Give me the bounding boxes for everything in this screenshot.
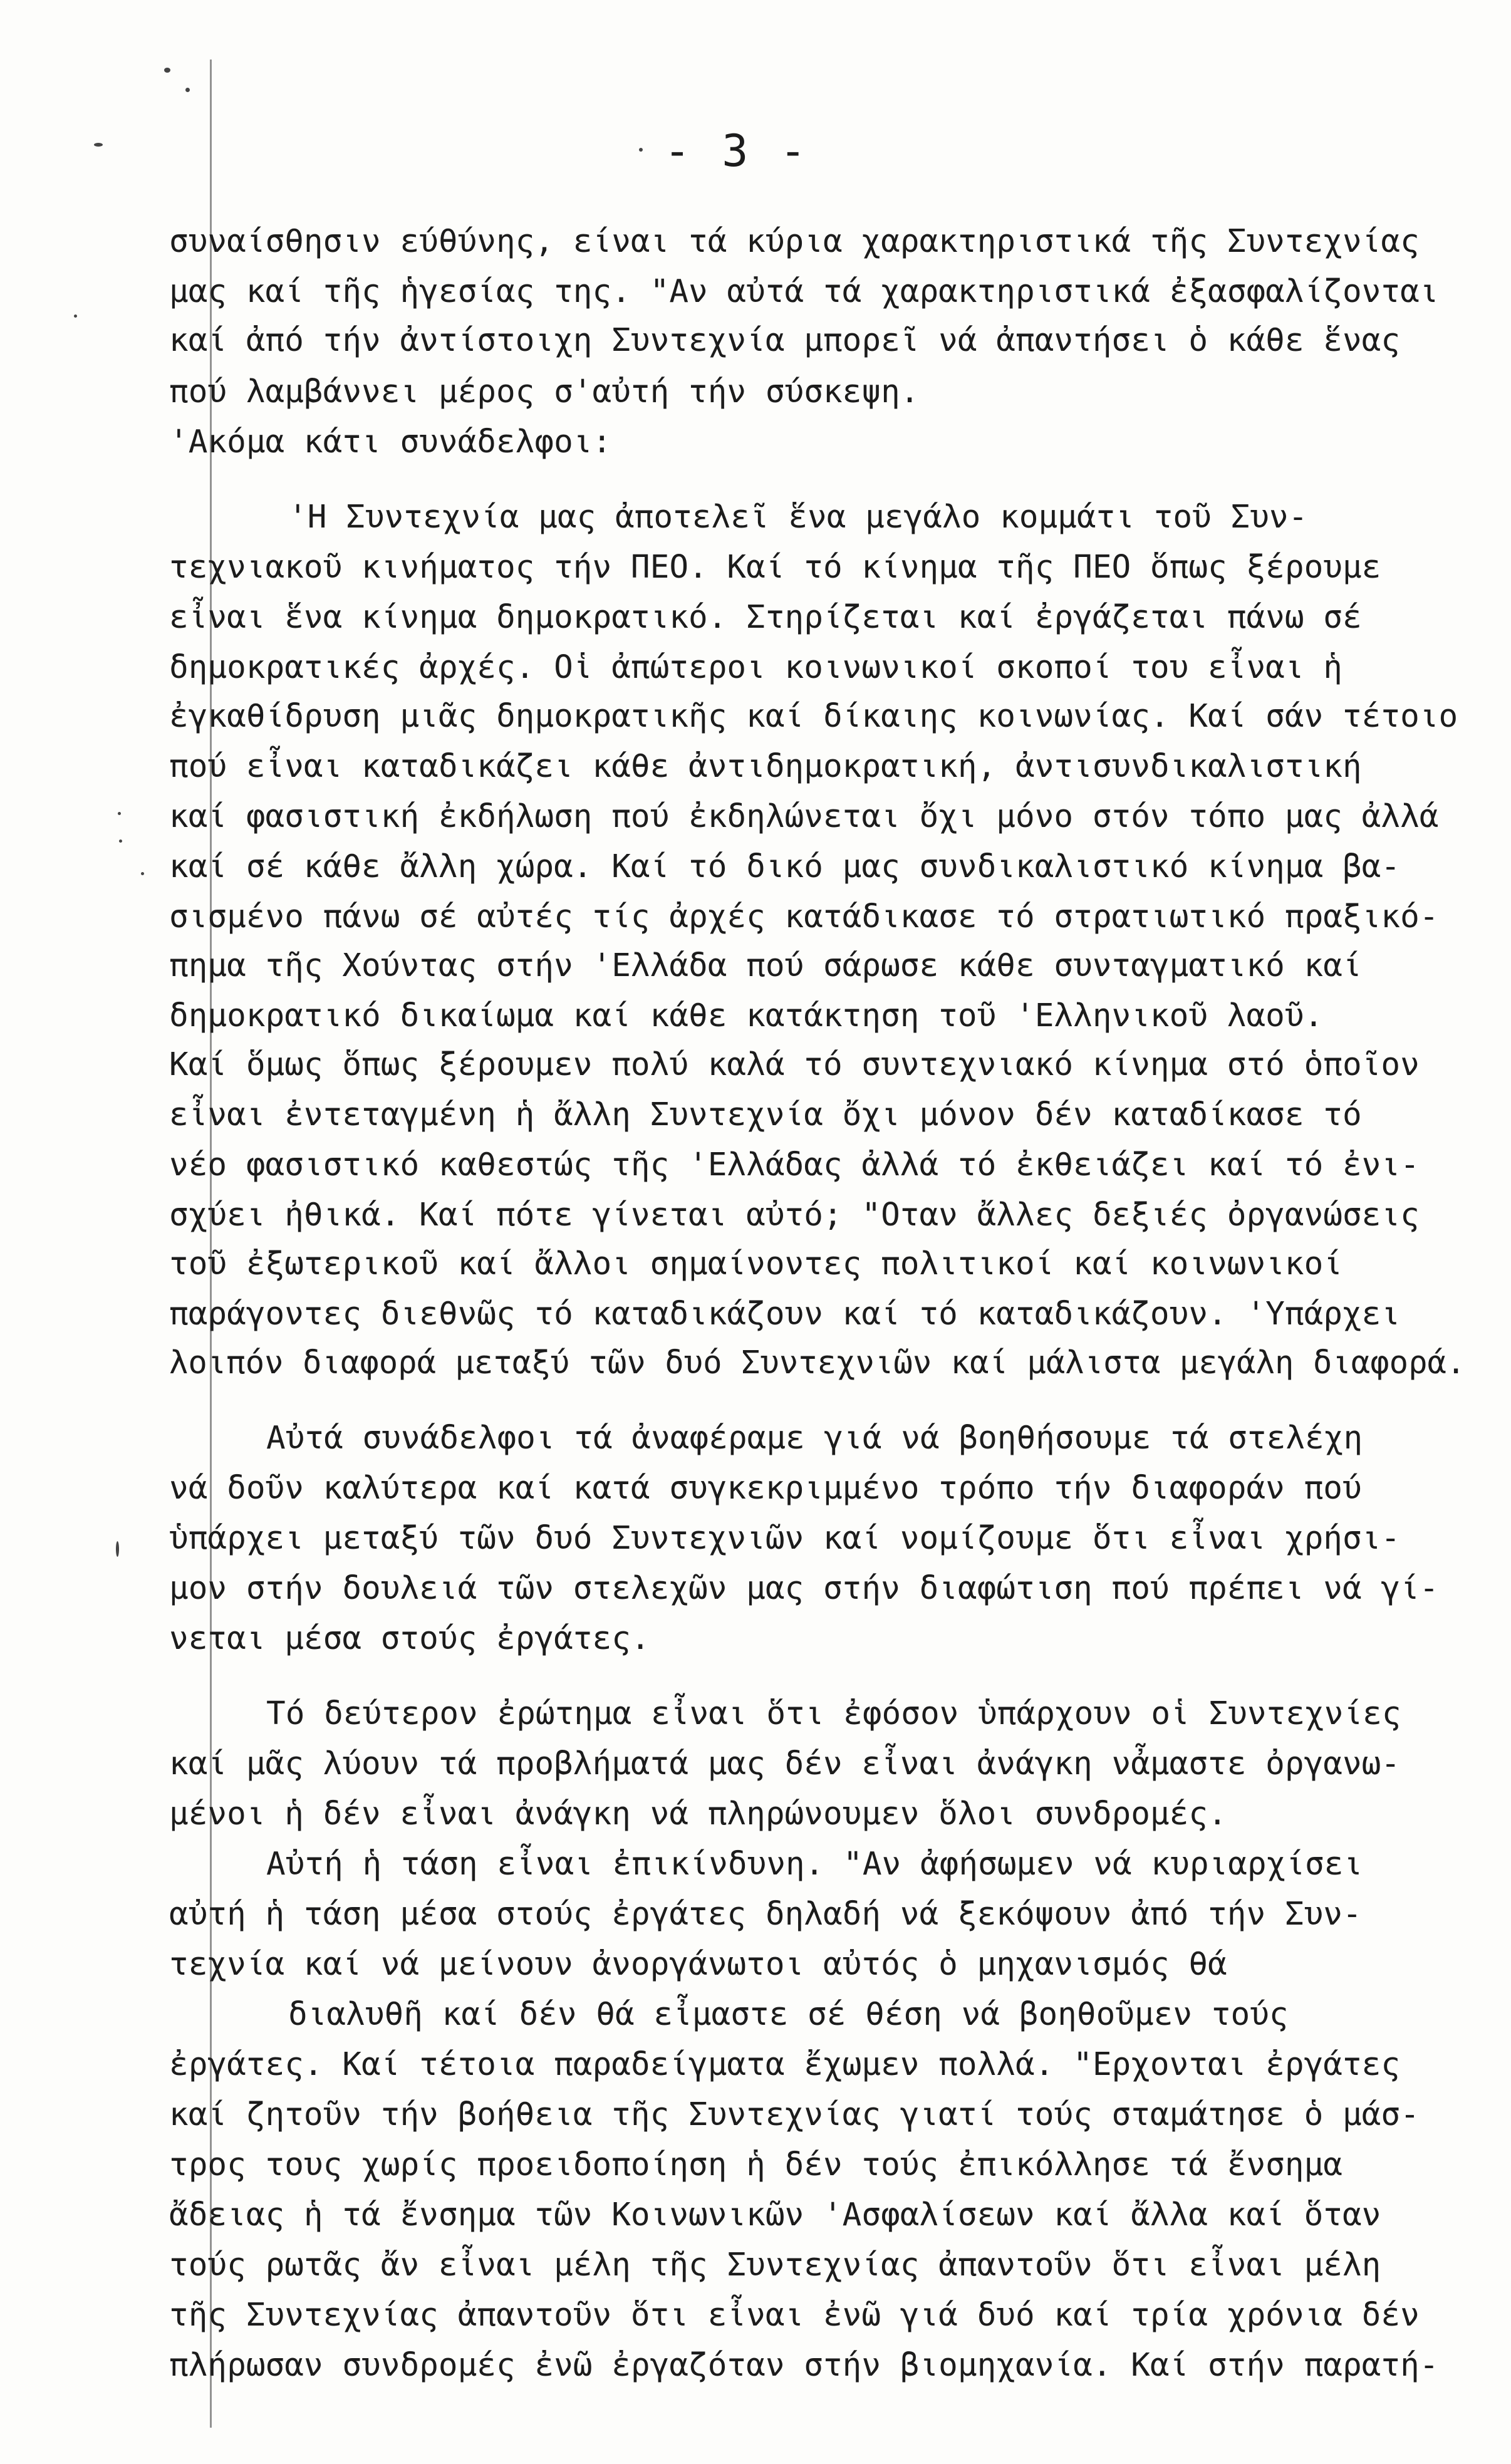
text-line: Αὐτά συνάδελφοι τά ἀναφέραμε γιά νά βοηθήσουμε τά στελέχη [266, 1420, 1363, 1457]
text-line: καί σέ κάθε ἄλλη χώρα. Καί τό δικό μας συνδικαλιστικό κίνημα βα- [169, 848, 1401, 885]
text-line: τεχνιακοῦ κινήματος τήν ΠΕΟ. Καί τό κίνημα τῆς ΠΕΟ ὅπως ξέρουμε [169, 549, 1381, 586]
text-line: διαλυθῆ καί δέν θά εἶμαστε σέ θέση νά βοηθοῦμεν τούς [288, 1996, 1289, 2033]
text-line: τούς ρωτᾶς ἄν εἶναι μέλη τῆς Συντεχνίας ἀπαντοῦν ὅτι εἶναι μέλη [169, 2247, 1381, 2284]
text-line: ἐγκαθίδρυση μιᾶς δημοκρατικῆς καί δίκαιης κοινωνίας. Καί σάν τέτοιο [169, 698, 1458, 735]
text-line: συναίσθησιν εύθύνης, είναι τά κύρια χαρακτηριστικά τῆς Συντεχνίας [169, 223, 1420, 260]
text-line: νεται μέσα στούς ἐργάτες. [169, 1620, 650, 1657]
text-line: καί μᾶς λύουν τά προβλήματά μας δέν εἶναι ἀνάγκη νἆμαστε ὀργανω- [169, 1745, 1401, 1782]
scan-speck [119, 840, 122, 843]
scan-speck [164, 68, 170, 73]
text-line: μον στήν δουλειά τῶν στελεχῶν μας στήν διαφώτιση πού πρέπει νά γί- [169, 1570, 1439, 1607]
scan-speck [94, 143, 103, 147]
text-line: εἶναι ἕνα κίνημα δημοκρατικό. Στηρίζεται καί ἐργάζεται πάνω σέ [169, 599, 1362, 636]
text-line: πημα τῆς Χούντας στήν 'Ελλάδα πού σάρωσε κάθε συνταγματικό καί [169, 947, 1362, 984]
text-line: σχύει ἠθικά. Καί πότε γίνεται αὐτό; "Οταν ἄλλες δεξιές ὀργανώσεις [169, 1197, 1420, 1234]
text-line: Αὐτή ἡ τάση εἶναι ἐπικίνδυνη. "Αν ἀφήσωμεν νά κυριαρχίσει [266, 1846, 1363, 1883]
scan-speck [639, 148, 643, 152]
text-line: καί φασιστική ἐκδήλωση πού ἐκδηλώνεται ὄχι μόνο στόν τόπο μας ἀλλά [169, 798, 1439, 835]
text-line: εἶναι ἐντεταγμένη ἡ ἄλλη Συντεχνία ὄχι μόνον δέν καταδίκασε τό [169, 1096, 1362, 1133]
text-line: δημοκρατικές ἀρχές. Οἱ ἀπώτεροι κοινωνικοί σκοποί του εἶναι ἡ [169, 649, 1342, 686]
scan-speck [185, 88, 190, 92]
text-line: δημοκρατικό δικαίωμα καί κάθε κατάκτηση τοῦ 'Ελληνικοῦ λαοῦ. [169, 997, 1324, 1034]
text-line: αὐτή ἡ τάση μέσα στούς ἐργάτες δηλαδή νά ξεκόψουν ἀπό τήν Συν- [169, 1896, 1362, 1933]
text-line: λοιπόν διαφορά μεταξύ τῶν δυό Συντεχνιῶν καί μάλιστα μεγάλη διαφορά. [169, 1344, 1466, 1381]
text-line: παράγοντες διεθνῶς τό καταδικάζουν καί τό καταδικάζουν. 'Υπάρχει [169, 1296, 1401, 1333]
text-line: 'Ακόμα κάτι συνάδελφοι: [169, 424, 612, 460]
text-line: Καί ὅμως ὅπως ξέρουμεν πολύ καλά τό συντεχνιακό κίνημα στό ὁποῖον [169, 1046, 1420, 1083]
scan-speck [116, 1541, 119, 1557]
text-line: τῆς Συντεχνίας ἀπαντοῦν ὅτι εἶναι ἐνῶ γιά δυό καί τρία χρόνια δέν [169, 2297, 1420, 2334]
scan-speck [141, 872, 144, 875]
page-number: - 3 - [664, 125, 809, 177]
text-line: τεχνία καί νά μείνουν ἀνοργάνωτοι αὐτός ὁ μηχανισμός θά [169, 1946, 1227, 1983]
text-line: ὑπάρχει μεταξύ τῶν δυό Συντεχνιῶν καί νομίζουμε ὅτι εἶναι χρήσι- [169, 1520, 1401, 1557]
text-line: τρος τους χωρίς προειδοποίηση ἡ δέν τούς ἐπικόλλησε τά ἔνσημα [169, 2146, 1342, 2183]
scan-speck [74, 314, 77, 318]
text-line: σισμένο πάνω σέ αὐτές τίς ἀρχές κατάδικασε τό στρατιωτικό πραξικό- [169, 898, 1439, 935]
text-line: πού εἶναι καταδικάζει κάθε ἀντιδημοκρατική, ἀντισυνδικαλιστική [169, 748, 1362, 785]
text-line: 'Η Συντεχνία μας ἀποτελεῖ ἕνα μεγάλο κομμάτι τοῦ Συν- [288, 499, 1308, 536]
text-line: καί ζητοῦν τήν βοήθεια τῆς Συντεχνίας γιατί τούς σταμάτησε ὁ μάσ- [169, 2096, 1420, 2133]
text-line: τοῦ ἐξωτερικοῦ καί ἄλλοι σημαίνοντες πολιτικοί καί κοινωνικοί [169, 1245, 1342, 1282]
text-line: μένοι ἡ δέν εἶναι ἀνάγκη νά πληρώνουμεν ὅλοι συνδρομές. [169, 1796, 1227, 1832]
text-line: Τό δεύτερον ἐρώτημα εἶναι ὅτι ἐφόσον ὑπάρχουν οἱ Συντεχνίες [266, 1695, 1401, 1732]
text-line: πού λαμβάννει μέρος σ'αὐτή τήν σύσκεψη. [169, 373, 920, 410]
text-line: πλήρωσαν συνδρομές ἐνῶ ἐργαζόταν στήν βιομηχανία. Καί στήν παρατή- [169, 2347, 1439, 2384]
text-line: ἐργάτες. Καί τέτοια παραδείγματα ἔχωμεν πολλά. "Ερχονται ἐργάτες [169, 2046, 1401, 2083]
text-line: νά δοῦν καλύτερα καί κατά συγκεκριμμένο τρόπο τήν διαφοράν πού [169, 1470, 1362, 1507]
text-line: νέο φασιστικό καθεστώς τῆς 'Ελλάδας ἀλλά τό ἐκθειάζει καί τό ἐνι- [169, 1146, 1420, 1183]
text-line: ἄδειας ἡ τά ἔνσημα τῶν Κοινωνικῶν 'Ασφαλίσεων καί ἄλλα καί ὅταν [169, 2196, 1381, 2233]
text-line: καί ἀπό τήν ἀντίστοιχη Συντεχνία μπορεῖ νά ἀπαντήσει ὁ κάθε ἕνας [169, 322, 1401, 359]
scan-speck [118, 812, 121, 815]
text-line: μας καί τῆς ἡγεσίας της. "Αν αὐτά τά χαρακτηριστικά ἐξασφαλίζονται [169, 273, 1439, 310]
